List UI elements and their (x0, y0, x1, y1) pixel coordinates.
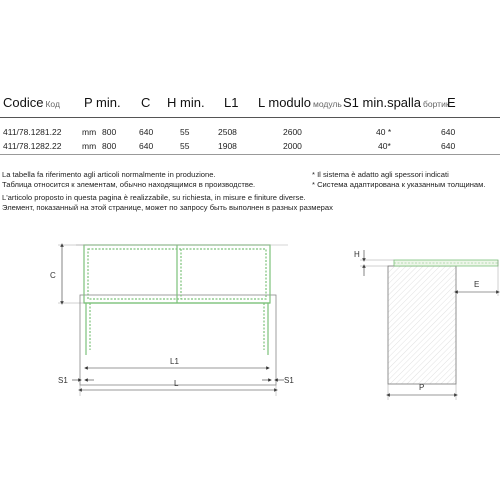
header-s1: S1 min.spalla бортик (343, 95, 450, 110)
note-it-custom: L'articolo proposto in questa pagina è realizzabile, su richiesta, in misure e finiture diverse. (2, 193, 306, 202)
table-row (0, 141, 500, 155)
cell-e: 640 (441, 127, 456, 137)
label-l: L (174, 379, 179, 388)
cell-unit: mm (82, 141, 97, 151)
cabinet-outline (80, 295, 276, 385)
note-ru-custom: Элемент, показанный на этой странице, может по запросу быть выполнен в разных размерах (2, 203, 333, 212)
side-view-drawing (340, 230, 500, 410)
note-star-it: * Il sistema è adatto agli spessori indicati (312, 170, 449, 179)
cell-code: 411/78.1282.22 (3, 141, 62, 151)
header-divider (0, 117, 500, 118)
cell-l1: 1908 (218, 141, 237, 151)
header-lmodulo: L modulo модуль (258, 95, 342, 110)
cell-l1: 2508 (218, 127, 237, 137)
label-h: H (354, 250, 360, 259)
side-cabinet (388, 266, 456, 384)
cell-unit: mm (82, 127, 97, 137)
label-l1: L1 (170, 357, 179, 366)
note-star-ru: * Система адаптирована к указанным толщинам. (312, 180, 486, 189)
header-e: E (447, 95, 456, 110)
cell-e: 640 (441, 141, 456, 151)
lift-mechanism (84, 245, 270, 355)
table-row (0, 127, 500, 141)
cell-c: 640 (139, 141, 154, 151)
label-e: E (474, 280, 480, 289)
cell-s1: 40 * (376, 127, 392, 137)
front-view-drawing (0, 230, 320, 410)
header-c: C (141, 95, 151, 110)
cell-hmin: 55 (180, 127, 190, 137)
cell-s1: 40* (378, 141, 391, 151)
label-s1-left: S1 (58, 376, 68, 385)
cell-c: 640 (139, 127, 154, 137)
header-l1: L1 (224, 95, 239, 110)
header-codice: Codice Код (3, 95, 60, 110)
label-s1-right: S1 (284, 376, 294, 385)
cell-hmin: 55 (180, 141, 190, 151)
table-bottom-divider (0, 154, 500, 155)
cell-pmin: 800 (102, 127, 117, 137)
cell-code: 411/78.1281.22 (3, 127, 62, 137)
note-it-reference: La tabella fa riferimento agli articoli normalmente in produzione. (2, 170, 216, 179)
header-pmin: P min. (84, 95, 121, 110)
label-c: C (50, 271, 56, 280)
label-p: P (419, 383, 425, 392)
header-hmin: H min. (167, 95, 205, 110)
note-ru-reference: Таблица относится к элементам, обычно находящимся в производстве. (2, 180, 256, 189)
cell-lmodulo: 2600 (283, 127, 302, 137)
cell-pmin: 800 (102, 141, 117, 151)
cell-lmodulo: 2000 (283, 141, 302, 151)
